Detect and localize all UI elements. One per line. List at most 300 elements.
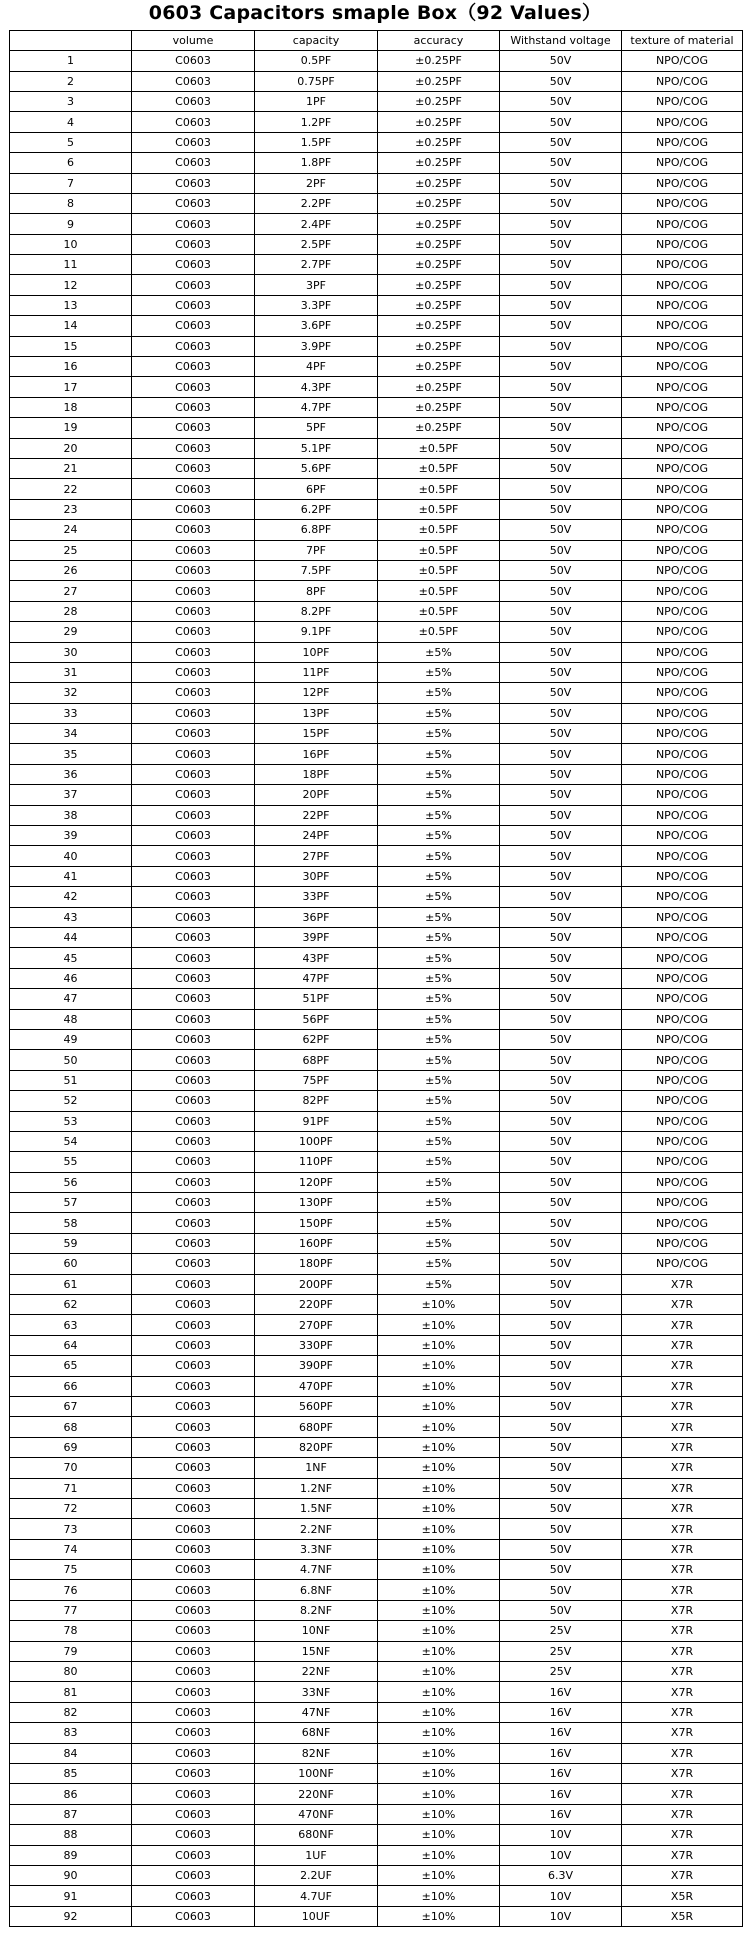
cell-material: NPO/COG [622, 1131, 743, 1151]
table-row [10, 622, 743, 642]
cell-accuracy: ±5% [378, 1274, 500, 1294]
cell-capacity: 5PF [255, 418, 378, 438]
cell-material: X7R [622, 1784, 743, 1804]
table-row [10, 1172, 743, 1192]
cell-accuracy: ±10% [378, 1621, 500, 1641]
cell-capacity: 1.5PF [255, 132, 378, 152]
table-row [10, 193, 743, 213]
table-row [10, 703, 743, 723]
cell-index: 7 [10, 173, 132, 193]
cell-accuracy: ±10% [378, 1641, 500, 1661]
cell-material: NPO/COG [622, 744, 743, 764]
cell-accuracy: ±0.25PF [378, 153, 500, 173]
cell-material: NPO/COG [622, 295, 743, 315]
cell-volume: C0603 [132, 785, 255, 805]
cell-index: 1 [10, 51, 132, 71]
cell-index: 88 [10, 1825, 132, 1845]
cell-voltage: 16V [500, 1702, 622, 1722]
table-row [10, 520, 743, 540]
cell-capacity: 18PF [255, 764, 378, 784]
cell-capacity: 8PF [255, 581, 378, 601]
cell-voltage: 50V [500, 683, 622, 703]
cell-capacity: 62PF [255, 1029, 378, 1049]
cell-voltage: 50V [500, 887, 622, 907]
cell-volume: C0603 [132, 51, 255, 71]
cell-volume: C0603 [132, 1274, 255, 1294]
table-row [10, 846, 743, 866]
cell-index: 57 [10, 1193, 132, 1213]
cell-material: NPO/COG [622, 520, 743, 540]
cell-accuracy: ±10% [378, 1865, 500, 1885]
cell-index: 87 [10, 1804, 132, 1824]
cell-volume: C0603 [132, 1886, 255, 1906]
table-row [10, 336, 743, 356]
cell-accuracy: ±5% [378, 1091, 500, 1111]
cell-capacity: 1.2NF [255, 1478, 378, 1498]
cell-index: 75 [10, 1560, 132, 1580]
cell-material: X7R [622, 1641, 743, 1661]
cell-index: 54 [10, 1131, 132, 1151]
table-row [10, 1254, 743, 1274]
cell-accuracy: ±5% [378, 642, 500, 662]
cell-index: 13 [10, 295, 132, 315]
cell-voltage: 50V [500, 622, 622, 642]
cell-voltage: 50V [500, 560, 622, 580]
cell-voltage: 50V [500, 1335, 622, 1355]
cell-capacity: 51PF [255, 989, 378, 1009]
cell-material: NPO/COG [622, 866, 743, 886]
cell-capacity: 5.6PF [255, 459, 378, 479]
cell-voltage: 50V [500, 1580, 622, 1600]
cell-material: NPO/COG [622, 1172, 743, 1192]
cell-material: NPO/COG [622, 479, 743, 499]
cell-volume: C0603 [132, 1315, 255, 1335]
cell-voltage: 6.3V [500, 1865, 622, 1885]
cell-volume: C0603 [132, 1437, 255, 1457]
cell-material: X7R [622, 1335, 743, 1355]
cell-accuracy: ±5% [378, 907, 500, 927]
cell-accuracy: ±5% [378, 927, 500, 947]
cell-accuracy: ±0.5PF [378, 499, 500, 519]
table-row [10, 71, 743, 91]
cell-capacity: 11PF [255, 662, 378, 682]
cell-accuracy: ±5% [378, 662, 500, 682]
cell-accuracy: ±5% [378, 1070, 500, 1090]
cell-accuracy: ±5% [378, 1152, 500, 1172]
cell-material: X7R [622, 1274, 743, 1294]
cell-voltage: 10V [500, 1906, 622, 1926]
cell-voltage: 50V [500, 91, 622, 111]
table-row [10, 1152, 743, 1172]
cell-accuracy: ±0.25PF [378, 418, 500, 438]
cell-index: 19 [10, 418, 132, 438]
cell-index: 21 [10, 459, 132, 479]
cell-volume: C0603 [132, 357, 255, 377]
cell-capacity: 47PF [255, 968, 378, 988]
cell-capacity: 1.5NF [255, 1498, 378, 1518]
cell-index: 46 [10, 968, 132, 988]
cell-volume: C0603 [132, 744, 255, 764]
cell-index: 37 [10, 785, 132, 805]
cell-voltage: 16V [500, 1784, 622, 1804]
cell-capacity: 2.2UF [255, 1865, 378, 1885]
cell-accuracy: ±0.25PF [378, 51, 500, 71]
table-row [10, 255, 743, 275]
cell-capacity: 16PF [255, 744, 378, 764]
cell-material: X7R [622, 1702, 743, 1722]
cell-voltage: 50V [500, 479, 622, 499]
cell-material: X7R [622, 1376, 743, 1396]
table-row [10, 1539, 743, 1559]
cell-index: 9 [10, 214, 132, 234]
cell-capacity: 43PF [255, 948, 378, 968]
cell-capacity: 560PF [255, 1396, 378, 1416]
cell-material: NPO/COG [622, 1050, 743, 1070]
cell-volume: C0603 [132, 1641, 255, 1661]
cell-voltage: 50V [500, 1274, 622, 1294]
table-row [10, 1519, 743, 1539]
cell-voltage: 50V [500, 764, 622, 784]
cell-material: NPO/COG [622, 153, 743, 173]
cell-accuracy: ±5% [378, 703, 500, 723]
cell-volume: C0603 [132, 295, 255, 315]
table-row [10, 153, 743, 173]
cell-voltage: 50V [500, 1254, 622, 1274]
cell-material: NPO/COG [622, 846, 743, 866]
cell-index: 47 [10, 989, 132, 1009]
cell-index: 53 [10, 1111, 132, 1131]
cell-material: X7R [622, 1845, 743, 1865]
cell-voltage: 50V [500, 1560, 622, 1580]
table-row [10, 642, 743, 662]
cell-material: NPO/COG [622, 1233, 743, 1253]
cell-voltage: 25V [500, 1641, 622, 1661]
cell-material: NPO/COG [622, 1070, 743, 1090]
table-row [10, 173, 743, 193]
cell-capacity: 91PF [255, 1111, 378, 1131]
cell-capacity: 1NF [255, 1458, 378, 1478]
cell-accuracy: ±5% [378, 683, 500, 703]
cell-accuracy: ±5% [378, 1131, 500, 1151]
cell-accuracy: ±0.5PF [378, 601, 500, 621]
cell-capacity: 2.5PF [255, 234, 378, 254]
cell-accuracy: ±10% [378, 1560, 500, 1580]
cell-accuracy: ±0.5PF [378, 560, 500, 580]
cell-accuracy: ±5% [378, 1193, 500, 1213]
cell-voltage: 16V [500, 1804, 622, 1824]
cell-material: NPO/COG [622, 642, 743, 662]
cell-index: 32 [10, 683, 132, 703]
cell-material: NPO/COG [622, 459, 743, 479]
cell-material: X7R [622, 1825, 743, 1845]
cell-capacity: 4.7UF [255, 1886, 378, 1906]
cell-voltage: 50V [500, 989, 622, 1009]
cell-index: 35 [10, 744, 132, 764]
cell-material: NPO/COG [622, 601, 743, 621]
table-row [10, 1886, 743, 1906]
cell-capacity: 2.2PF [255, 193, 378, 213]
table-row [10, 1621, 743, 1641]
cell-material: NPO/COG [622, 173, 743, 193]
cell-index: 31 [10, 662, 132, 682]
cell-material: NPO/COG [622, 1254, 743, 1274]
cell-capacity: 220NF [255, 1784, 378, 1804]
cell-material: NPO/COG [622, 826, 743, 846]
cell-index: 15 [10, 336, 132, 356]
cell-volume: C0603 [132, 1254, 255, 1274]
header-capacity: capacity [255, 31, 378, 51]
cell-index: 36 [10, 764, 132, 784]
table-row [10, 1274, 743, 1294]
cell-accuracy: ±0.25PF [378, 316, 500, 336]
table-row [10, 112, 743, 132]
cell-accuracy: ±10% [378, 1478, 500, 1498]
cell-voltage: 50V [500, 724, 622, 744]
cell-capacity: 120PF [255, 1172, 378, 1192]
cell-index: 76 [10, 1580, 132, 1600]
cell-accuracy: ±5% [378, 744, 500, 764]
cell-volume: C0603 [132, 316, 255, 336]
cell-index: 78 [10, 1621, 132, 1641]
cell-accuracy: ±5% [378, 989, 500, 1009]
cell-capacity: 100PF [255, 1131, 378, 1151]
cell-accuracy: ±0.25PF [378, 234, 500, 254]
cell-index: 14 [10, 316, 132, 336]
table-row [10, 826, 743, 846]
cell-voltage: 10V [500, 1845, 622, 1865]
cell-index: 49 [10, 1029, 132, 1049]
cell-index: 56 [10, 1172, 132, 1192]
cell-capacity: 180PF [255, 1254, 378, 1274]
cell-index: 65 [10, 1356, 132, 1376]
table-row [10, 1825, 743, 1845]
cell-volume: C0603 [132, 1111, 255, 1131]
cell-accuracy: ±5% [378, 968, 500, 988]
cell-material: NPO/COG [622, 1091, 743, 1111]
cell-voltage: 50V [500, 1417, 622, 1437]
table-row [10, 1091, 743, 1111]
cell-accuracy: ±5% [378, 1111, 500, 1131]
cell-volume: C0603 [132, 173, 255, 193]
cell-capacity: 110PF [255, 1152, 378, 1172]
cell-voltage: 50V [500, 193, 622, 213]
cell-accuracy: ±0.5PF [378, 459, 500, 479]
table-row [10, 1335, 743, 1355]
cell-accuracy: ±5% [378, 724, 500, 744]
cell-capacity: 160PF [255, 1233, 378, 1253]
cell-index: 5 [10, 132, 132, 152]
cell-material: NPO/COG [622, 336, 743, 356]
cell-voltage: 50V [500, 601, 622, 621]
cell-accuracy: ±0.25PF [378, 397, 500, 417]
cell-capacity: 27PF [255, 846, 378, 866]
cell-volume: C0603 [132, 764, 255, 784]
cell-voltage: 50V [500, 1396, 622, 1416]
cell-capacity: 1.2PF [255, 112, 378, 132]
cell-accuracy: ±10% [378, 1784, 500, 1804]
cell-index: 18 [10, 397, 132, 417]
cell-capacity: 1PF [255, 91, 378, 111]
cell-voltage: 50V [500, 357, 622, 377]
cell-material: NPO/COG [622, 560, 743, 580]
cell-material: NPO/COG [622, 887, 743, 907]
cell-volume: C0603 [132, 1070, 255, 1090]
cell-voltage: 50V [500, 1519, 622, 1539]
cell-index: 63 [10, 1315, 132, 1335]
cell-index: 6 [10, 153, 132, 173]
cell-material: X7R [622, 1519, 743, 1539]
cell-material: NPO/COG [622, 316, 743, 336]
cell-material: X7R [622, 1723, 743, 1743]
table-row [10, 907, 743, 927]
cell-accuracy: ±10% [378, 1804, 500, 1824]
cell-capacity: 4.3PF [255, 377, 378, 397]
cell-capacity: 1UF [255, 1845, 378, 1865]
table-row [10, 1784, 743, 1804]
table-row [10, 724, 743, 744]
cell-index: 82 [10, 1702, 132, 1722]
cell-volume: C0603 [132, 1152, 255, 1172]
cell-material: NPO/COG [622, 51, 743, 71]
table-row [10, 1804, 743, 1824]
cell-accuracy: ±0.5PF [378, 540, 500, 560]
cell-volume: C0603 [132, 1131, 255, 1151]
cell-voltage: 50V [500, 1091, 622, 1111]
cell-index: 83 [10, 1723, 132, 1743]
table-row [10, 1723, 743, 1743]
cell-voltage: 16V [500, 1682, 622, 1702]
cell-capacity: 470NF [255, 1804, 378, 1824]
cell-voltage: 50V [500, 132, 622, 152]
cell-voltage: 50V [500, 1539, 622, 1559]
cell-index: 69 [10, 1437, 132, 1457]
table-row [10, 560, 743, 580]
cell-voltage: 50V [500, 907, 622, 927]
cell-voltage: 50V [500, 826, 622, 846]
cell-volume: C0603 [132, 560, 255, 580]
cell-volume: C0603 [132, 1498, 255, 1518]
cell-material: NPO/COG [622, 907, 743, 927]
table-row [10, 744, 743, 764]
table-row [10, 418, 743, 438]
cell-volume: C0603 [132, 887, 255, 907]
cell-accuracy: ±0.5PF [378, 438, 500, 458]
cell-volume: C0603 [132, 520, 255, 540]
cell-accuracy: ±5% [378, 1009, 500, 1029]
cell-voltage: 50V [500, 948, 622, 968]
cell-capacity: 5.1PF [255, 438, 378, 458]
table-row [10, 214, 743, 234]
cell-material: X7R [622, 1396, 743, 1416]
cell-index: 50 [10, 1050, 132, 1070]
cell-capacity: 13PF [255, 703, 378, 723]
cell-capacity: 30PF [255, 866, 378, 886]
cell-voltage: 50V [500, 336, 622, 356]
cell-index: 30 [10, 642, 132, 662]
cell-accuracy: ±10% [378, 1315, 500, 1335]
table-row [10, 1131, 743, 1151]
table-row [10, 1743, 743, 1763]
cell-voltage: 50V [500, 418, 622, 438]
cell-accuracy: ±0.25PF [378, 357, 500, 377]
cell-material: NPO/COG [622, 1152, 743, 1172]
table-row [10, 948, 743, 968]
cell-accuracy: ±0.25PF [378, 112, 500, 132]
cell-material: NPO/COG [622, 1009, 743, 1029]
cell-index: 62 [10, 1295, 132, 1315]
cell-voltage: 50V [500, 1600, 622, 1620]
capacitor-table [9, 30, 743, 1927]
cell-material: NPO/COG [622, 785, 743, 805]
cell-material: NPO/COG [622, 1029, 743, 1049]
cell-volume: C0603 [132, 255, 255, 275]
cell-voltage: 10V [500, 1886, 622, 1906]
cell-voltage: 50V [500, 520, 622, 540]
cell-index: 40 [10, 846, 132, 866]
header-row [10, 31, 743, 51]
cell-volume: C0603 [132, 1662, 255, 1682]
cell-material: X7R [622, 1865, 743, 1885]
cell-material: X7R [622, 1356, 743, 1376]
header-withstand-voltage: Withstand voltage [500, 31, 622, 51]
cell-material: NPO/COG [622, 662, 743, 682]
cell-capacity: 0.5PF [255, 51, 378, 71]
table-row [10, 459, 743, 479]
cell-voltage: 50V [500, 1478, 622, 1498]
table-row [10, 499, 743, 519]
cell-volume: C0603 [132, 1560, 255, 1580]
cell-voltage: 50V [500, 744, 622, 764]
cell-index: 64 [10, 1335, 132, 1355]
cell-voltage: 50V [500, 1131, 622, 1151]
cell-voltage: 50V [500, 1050, 622, 1070]
cell-accuracy: ±10% [378, 1295, 500, 1315]
cell-volume: C0603 [132, 1784, 255, 1804]
cell-capacity: 12PF [255, 683, 378, 703]
cell-capacity: 150PF [255, 1213, 378, 1233]
cell-accuracy: ±10% [378, 1743, 500, 1763]
cell-volume: C0603 [132, 1539, 255, 1559]
cell-volume: C0603 [132, 846, 255, 866]
cell-material: X7R [622, 1764, 743, 1784]
table-row [10, 1865, 743, 1885]
cell-voltage: 50V [500, 968, 622, 988]
cell-accuracy: ±0.5PF [378, 581, 500, 601]
cell-accuracy: ±10% [378, 1764, 500, 1784]
cell-capacity: 15NF [255, 1641, 378, 1661]
cell-capacity: 10NF [255, 1621, 378, 1641]
table-row [10, 1498, 743, 1518]
table-row [10, 316, 743, 336]
cell-material: NPO/COG [622, 581, 743, 601]
cell-accuracy: ±5% [378, 826, 500, 846]
cell-volume: C0603 [132, 275, 255, 295]
cell-volume: C0603 [132, 234, 255, 254]
table-row [10, 1702, 743, 1722]
cell-material: X7R [622, 1539, 743, 1559]
cell-index: 58 [10, 1213, 132, 1233]
cell-material: X7R [622, 1458, 743, 1478]
cell-material: NPO/COG [622, 683, 743, 703]
cell-accuracy: ±10% [378, 1437, 500, 1457]
cell-voltage: 16V [500, 1764, 622, 1784]
cell-volume: C0603 [132, 805, 255, 825]
cell-volume: C0603 [132, 71, 255, 91]
cell-capacity: 330PF [255, 1335, 378, 1355]
cell-voltage: 10V [500, 1825, 622, 1845]
cell-capacity: 20PF [255, 785, 378, 805]
cell-accuracy: ±5% [378, 785, 500, 805]
